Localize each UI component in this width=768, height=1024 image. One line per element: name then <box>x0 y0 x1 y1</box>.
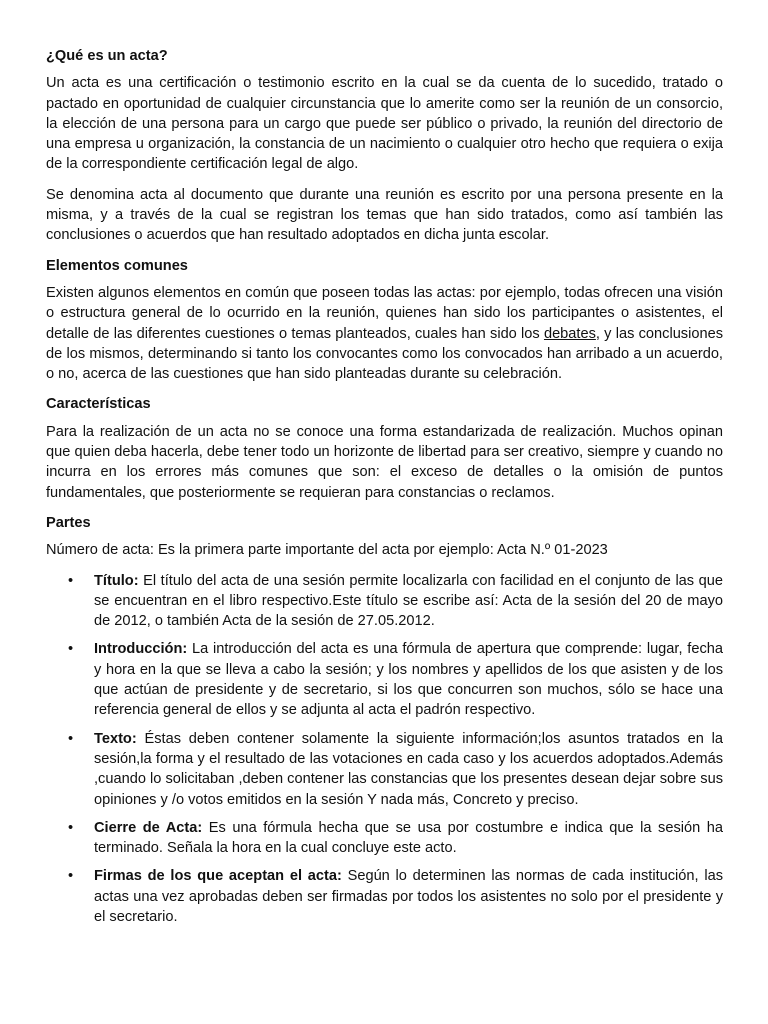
list-item-texto <box>46 729 723 810</box>
paragraph-definicion: Un acta es una certificación o testimonio escrito en la cual se da cuenta de lo sucedido, tratado o pactado en oportunidad de cualquier circunstancia que lo amerite como ser la reunión de un consorcio, la elección de una persona para un cargo que puede ser público o privado, la reunión del directorio de una empresa u organización, la constancia de un nacimiento o cualquier otro hecho que requiera o exija de la correspondiente certificación legal de algo. <box>46 75 723 173</box>
bullet-icon: • <box>68 572 74 589</box>
partes-list <box>46 571 723 928</box>
bullet-icon: • <box>68 819 74 836</box>
list-item-cierre-de-acta <box>46 818 723 859</box>
term-description: Es una fórmula hecha que se usa por costumbre e indica que la sesión ha terminado. Señala la hora en la cual concluye este acto. <box>94 819 723 857</box>
paragraph-denominacion: Se denomina acta al documento que durante una reunión es escrito por una persona presente en la misma, y a través de la cual se registran los temas que han sido tratados, como así también las conclusiones o acuerdos que han resultado adoptados en dicha junta escolar. <box>46 186 723 244</box>
term-label: Texto: <box>94 730 137 747</box>
heading-que-es-un-acta: ¿Qué es un acta? <box>46 48 168 64</box>
term-label: Cierre de Acta: <box>94 819 203 836</box>
term-description: El título del acta de una sesión permite localizarla con facilidad en el conjunto de las que se encuentran en el libro respectivo.Este título se escribe así: Acta de la sesión del 20 de mayo de 2012, o también Acta de la sesión de 27.05.2012. <box>94 572 723 630</box>
bullet-icon: • <box>68 868 74 885</box>
heading-elementos-comunes: Elementos comunes <box>46 257 188 274</box>
paragraph-caracteristicas: Para la realización de un acta no se conoce una forma estandarizada de realización. Muchos opinan que quien deba hacerla, debe tener todo un horizonte de libertad para ser creativo, siempre y cuando no incurra en los errores más comunes que son: el exceso de detalles o la omisión de puntos fundamentales, que posteriormente se requieran para constancias o reclamos. <box>46 423 723 501</box>
debates-link[interactable]: debates <box>543 325 596 342</box>
paragraph-elementos-part1: Existen algunos elementos en común que poseen todas las actas: por ejemplo, todas ofrecen una visión o estructura general de lo ocurrido en la reunión, quienes han sido los participantes o asistentes, el detalle de las diferentes cuestiones o temas planteados, cuales han sido los <box>46 284 723 342</box>
term-label: Introducción: <box>94 641 188 658</box>
term-label: Título: <box>94 572 139 589</box>
term-description: Éstas deben contener solamente la siguiente información;los asuntos tratados en la sesión,la forma y el resultado de las votaciones en cada caso y los acuerdos adoptados.Además ,cuando lo solicitaban ,deben contener las constancias que los presentes desean dejar sobre sus opiniones y /o votos emitidos en la sesión Y nada más, Concreto y preciso. <box>94 730 723 808</box>
term-label: Firmas de los que aceptan el acta: <box>94 868 342 885</box>
paragraph-elementos <box>46 283 723 384</box>
bullet-icon: • <box>68 641 74 658</box>
term-description: La introducción del acta es una fórmula de apertura que comprende: lugar, fecha y hora en la que se lleva a cabo la sesión; y los nombres y apellidos de los que asisten y de los que actúan de presidente y de secretario, si los que concurren son muchos, sólo se hace una referencia general de ellos y se adjunta al acta el padrón respectivo. <box>94 641 723 719</box>
paragraph-elementos-part2: , y las conclusiones de los mismos, determinando si tanto los convocantes como los convocados han arribado a un acuerdo, o no, acerca de las cuestiones que han sido planteadas durante su celebración. <box>46 325 723 383</box>
list-item-firmas <box>46 866 723 927</box>
paragraph-numero-de-acta: Número de acta: Es la primera parte importante del acta por ejemplo: Acta N.º 01-2023 <box>46 542 608 559</box>
list-item-titulo <box>46 571 723 632</box>
term-description: Según lo determinen las normas de cada institución, las actas una vez aprobadas deben ser firmadas por todos los asistentes no solo por el presidente y el secretario. <box>94 868 723 925</box>
bullet-icon: • <box>68 730 74 747</box>
heading-caracteristicas: Características <box>46 396 151 413</box>
heading-partes: Partes <box>46 514 91 531</box>
list-item-introduccion <box>46 639 723 720</box>
